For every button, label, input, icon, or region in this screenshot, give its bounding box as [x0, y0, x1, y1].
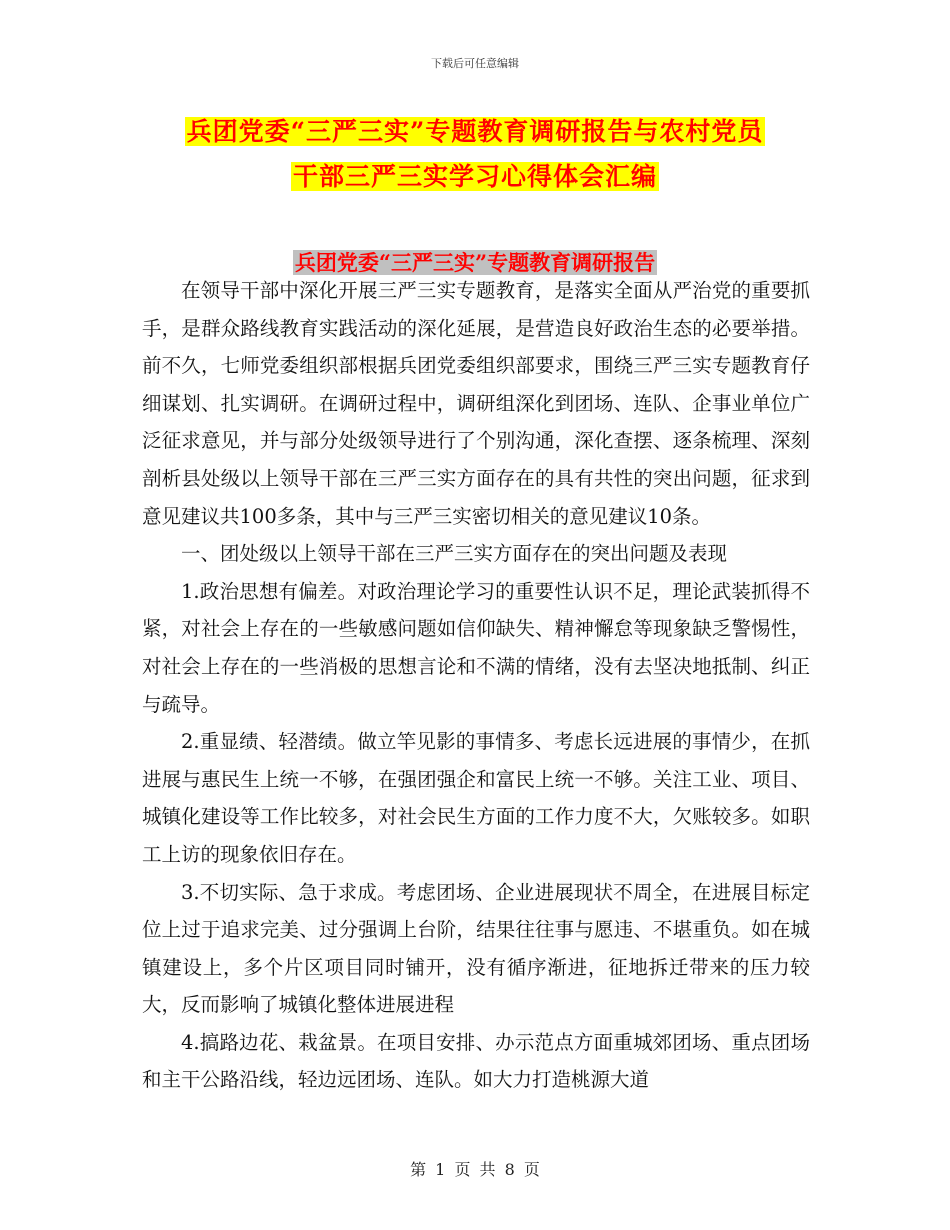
- paragraph-item-1: 1.政治思想有偏差。对政治理论学习的重要性认识不足，理论武装抓得不紧，对社会上存在的一些敏感问题如信仰缺失、精神懈怠等现象缺乏警惕性，对社会上存在的一些消极的思想言论和不满的情绪，没有去坚决地抵制、纠正与疏导。: [142, 579, 810, 716]
- document-body: [142, 272, 810, 1099]
- page-number: 第 1 页 共 8 页: [410, 1160, 540, 1179]
- header-note: 下载后可任意编辑: [431, 57, 519, 70]
- document-title-line-1: [0, 112, 950, 148]
- document-title-line-2-text: 干部三严三实学习心得体会汇编: [292, 162, 657, 191]
- paragraph-item-4: 4.搞路边花、栽盆景。在项目安排、办示范点方面重城郊团场、重点团场和主干公路沿线，轻边远团场、连队。如大力打造桃源大道: [142, 1030, 810, 1092]
- section-title-text: 兵团党委“三严三实”专题教育调研报告: [294, 250, 656, 275]
- paragraph-item-2: 2.重显绩、轻潜绩。做立竿见影的事情多、考虑长远进展的事情少，在抓进展与惠民生上统一不够，在强团强企和富民上统一不够。关注工业、项目、城镇化建设等工作比较多，对社会民生方面的工作力度不大，欠账较多。如职工上访的现象依旧存在。: [142, 730, 810, 866]
- paragraph-heading-1: 一、团处级以上领导干部在三严三实方面存在的突出问题及表现: [181, 542, 728, 566]
- paragraph-intro: 在领导干部中深化开展三严三实专题教育，是落实全面从严治党的重要抓手，是群众路线教育实践活动的深化延展，是营造良好政治生态的必要举措。前不久，七师党委组织部根据兵团党委组织部要求，围绕三严三实专题教育仔细谋划、扎实调研。在调研过程中，调研组深化到团场、连队、企事业单位广泛征求意见，并与部分处级领导进行了个别沟通，深化查摆、逐条梳理、深刻剖析县处级以上领导干部在三严三实方面存在的具有共性的突出问题，征求到意见建议共100多条，其中与三严三实密切相关的意见建议10条。: [142, 279, 810, 528]
- document-title-line-1-text: 兵团党委“三严三实”专题教育调研报告与农村党员: [186, 117, 764, 146]
- paragraph-item-3: 3.不切实际、急于求成。考虑团场、企业进展现状不周全，在进展目标定位上过于追求完美、过分强调上台阶，结果往往事与愿违、不堪重负。如在城镇建设上，多个片区项目同时铺开，没有循序渐进，征地拆迁带来的压力较大，反而影响了城镇化整体进展进程: [142, 880, 810, 1017]
- document-title-line-2: [0, 157, 950, 193]
